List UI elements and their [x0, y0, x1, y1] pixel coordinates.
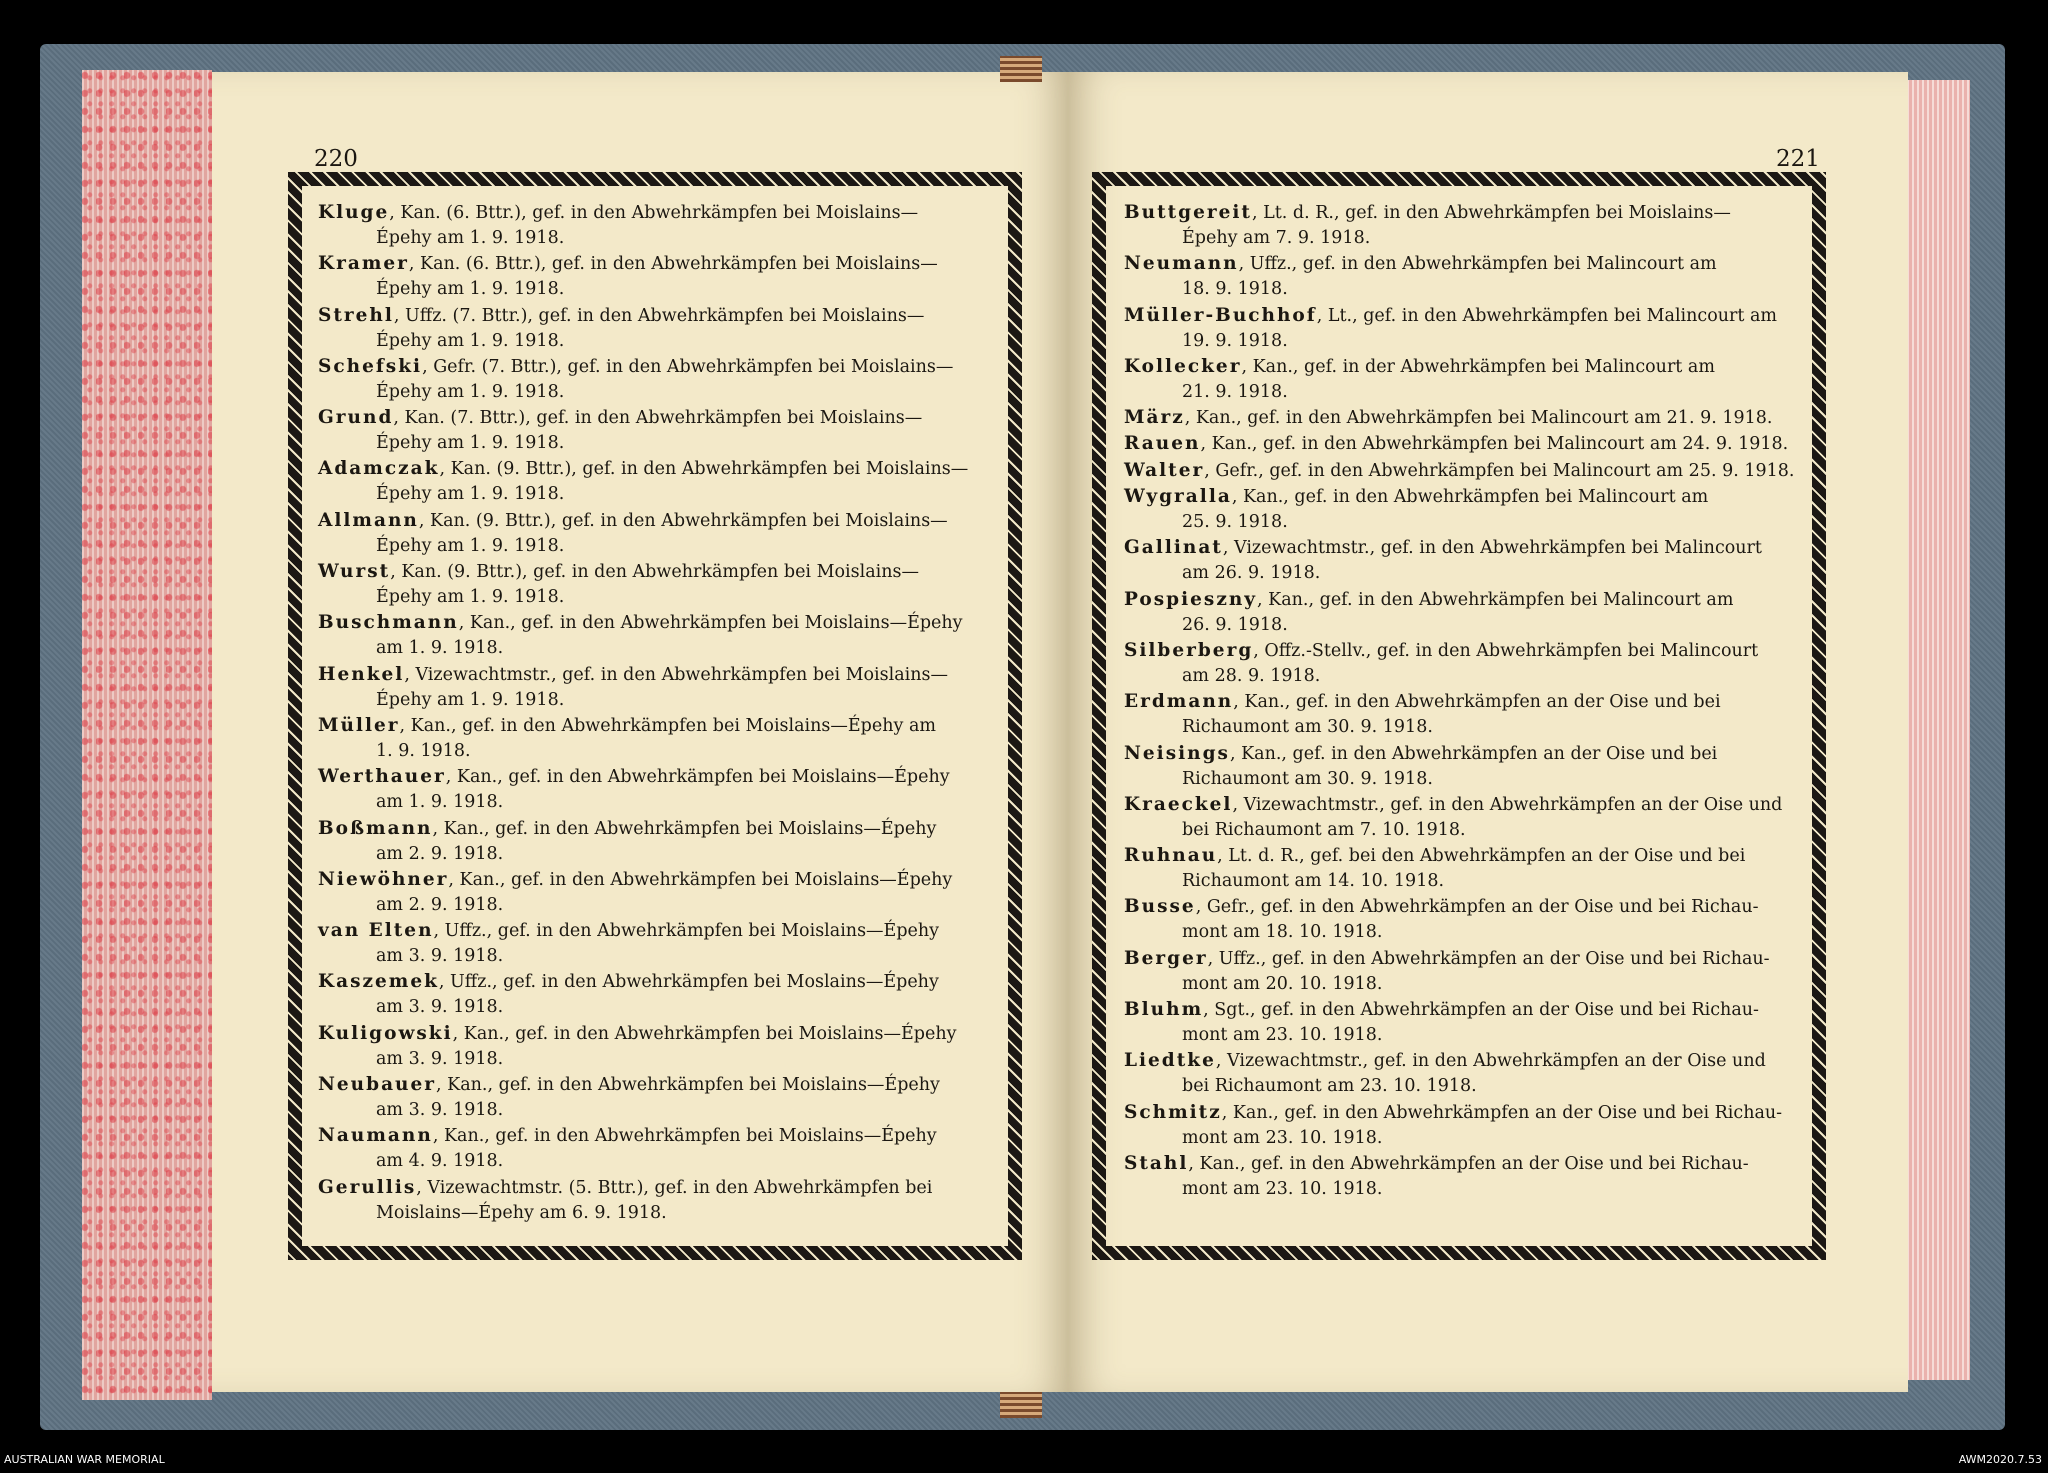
casualty-entry [318, 1072, 1002, 1123]
casualty-list-right [1124, 200, 1814, 1202]
casualty-entry [1124, 458, 1814, 484]
casualty-details-continued: Épehy am 1. 9. 1918. [376, 381, 565, 402]
footer-institution: AUSTRALIAN WAR MEMORIAL [4, 1453, 165, 1466]
casualty-details: , Uffz., gef. in den Abwehrkämpfen an der Oise und bei Richau- [1207, 948, 1770, 969]
casualty-entry [318, 610, 1002, 661]
casualty-details-continued: mont am 23. 10. 1918. [1182, 1127, 1383, 1148]
casualty-name: Pospieszny [1124, 588, 1258, 610]
casualty-name: Grund [318, 407, 394, 429]
casualty-name: Stahl [1124, 1152, 1189, 1174]
casualty-entry [318, 662, 1002, 713]
casualty-entry [318, 456, 1002, 507]
casualty-name: Walter [1124, 459, 1205, 481]
casualty-name: Gerullis [318, 1176, 417, 1198]
casualty-details: , Kan., gef. in den Abwehrkämpfen bei Moislains—Épehy [445, 767, 950, 788]
casualty-entry [1124, 200, 1814, 251]
casualty-entry [1124, 1151, 1814, 1202]
casualty-name: Neubauer [318, 1074, 437, 1096]
casualty-name: Allmann [318, 509, 419, 531]
casualty-details: , Uffz., gef. in den Abwehrkämpfen bei Moislains—Épehy [433, 921, 940, 942]
casualty-name: Niewöhner [318, 868, 449, 890]
casualty-list-left [318, 200, 1002, 1226]
casualty-details: , Kan., gef. in den Abwehrkämpfen an der Oise und bei Richau- [1188, 1153, 1749, 1174]
casualty-details-continued: 18. 9. 1918. [1182, 279, 1288, 300]
casualty-details-continued: 19. 9. 1918. [1182, 330, 1288, 351]
casualty-entry [318, 354, 1002, 405]
casualty-details-continued: am 3. 9. 1918. [376, 1048, 504, 1069]
casualty-details: , Kan., gef. in den Abwehrkämpfen an der Oise und bei [1229, 743, 1718, 764]
casualty-name: Busse [1124, 896, 1196, 918]
casualty-name: Wurst [318, 561, 391, 583]
casualty-details-continued: 26. 9. 1918. [1182, 614, 1288, 635]
spine-binding-bottom [1000, 1392, 1042, 1418]
casualty-details-continued: mont am 20. 10. 1918. [1182, 973, 1383, 994]
casualty-details: , Vizewachtmstr. (5. Bttr.), gef. in den Abwehrkämpfen bei [416, 1177, 933, 1198]
casualty-name: Neumann [1124, 253, 1239, 275]
casualty-entry [318, 1123, 1002, 1174]
casualty-details-continued: Richaumont am 14. 10. 1918. [1182, 871, 1445, 892]
casualty-entry [1124, 303, 1814, 354]
casualty-entry [318, 303, 1002, 354]
casualty-entry [1124, 1100, 1814, 1151]
casualty-entry [1124, 587, 1814, 638]
casualty-entry [1124, 946, 1814, 997]
casualty-name: März [1124, 407, 1185, 429]
casualty-entry [1124, 484, 1814, 535]
casualty-details-continued: Épehy am 1. 9. 1918. [376, 689, 565, 710]
casualty-details-continued: am 3. 9. 1918. [376, 997, 504, 1018]
casualty-details-continued: am 1. 9. 1918. [376, 638, 504, 659]
casualty-details: , Kan., gef. in den Abwehrkämpfen bei Moislains—Épehy [458, 613, 963, 634]
casualty-name: Kraeckel [1124, 793, 1233, 815]
casualty-entry [1124, 535, 1814, 586]
casualty-name: Kollecker [1124, 355, 1242, 377]
casualty-details: , Kan., gef. in den Abwehrkämpfen bei Moislains—Épehy am [399, 715, 936, 736]
casualty-entry [318, 508, 1002, 559]
casualty-details: , Sgt., gef. in den Abwehrkämpfen an der Oise und bei Richau- [1203, 1000, 1759, 1021]
casualty-details-continued: Épehy am 7. 9. 1918. [1182, 228, 1371, 248]
casualty-name: Schmitz [1124, 1101, 1222, 1123]
page-number-left: 220 [314, 146, 358, 172]
casualty-details: , Kan., gef. in den Abwehrkämpfen bei Malincourt am 21. 9. 1918. [1184, 408, 1773, 429]
casualty-details-continued: 1. 9. 1918. [376, 740, 471, 761]
casualty-entry [1124, 894, 1814, 945]
casualty-details-continued: Moislains—Épehy am 6. 9. 1918. [376, 1202, 667, 1223]
casualty-name: Silberberg [1124, 639, 1254, 661]
casualty-details-continued: am 1. 9. 1918. [376, 792, 504, 813]
casualty-details-continued: Épehy am 1. 9. 1918. [376, 433, 565, 454]
casualty-details-continued: Épehy am 1. 9. 1918. [376, 535, 565, 556]
casualty-entry [318, 405, 1002, 456]
casualty-details: , Kan. (9. Bttr.), gef. in den Abwehrkämpfen bei Moislains— [390, 562, 919, 583]
casualty-name: Kluge [318, 202, 390, 223]
casualty-details-continued: bei Richaumont am 23. 10. 1918. [1182, 1076, 1477, 1097]
casualty-details: , Uffz. (7. Bttr.), gef. in den Abwehrkämpfen bei Moislains— [393, 305, 925, 326]
casualty-entry [1124, 741, 1814, 792]
casualty-details-continued: am 26. 9. 1918. [1182, 563, 1321, 584]
casualty-name: Müller-Buchhof [1124, 304, 1317, 326]
casualty-name: Adamczak [318, 458, 440, 480]
casualty-details-continued: am 3. 9. 1918. [376, 1100, 504, 1121]
casualty-name: Liedtke [1124, 1050, 1216, 1072]
casualty-details: , Kan., gef. in den Abwehrkämpfen bei Moislains—Épehy [452, 1023, 957, 1044]
casualty-entry [318, 764, 1002, 815]
casualty-name: Erdmann [1124, 691, 1234, 713]
casualty-details-continued: bei Richaumont am 7. 10. 1918. [1182, 819, 1466, 840]
casualty-details: , Kan., gef. in den Abwehrkämpfen bei Malincourt am [1231, 487, 1709, 508]
casualty-details: , Lt., gef. in den Abwehrkämpfen bei Malincourt am [1316, 305, 1778, 326]
casualty-name: Bluhm [1124, 999, 1204, 1021]
casualty-name: Kramer [318, 253, 409, 275]
casualty-details: , Kan., gef. in den Abwehrkämpfen bei Moislains—Épehy [432, 1126, 937, 1147]
casualty-entry [318, 969, 1002, 1020]
casualty-details: , Lt. d. R., gef. in den Abwehrkämpfen bei Moislains— [1251, 203, 1731, 223]
casualty-details-continued: Épehy am 1. 9. 1918. [376, 484, 565, 505]
casualty-details-continued: Épehy am 1. 9. 1918. [376, 279, 565, 300]
casualty-details: , Kan., gef. in den Abwehrkämpfen bei Moislains—Épehy [448, 869, 953, 890]
casualty-details: , Offz.-Stellv., gef. in den Abwehrkämpfen bei Malincourt [1253, 640, 1759, 661]
casualty-name: Ruhnau [1124, 845, 1218, 867]
casualty-details: , Uffz., gef. in den Abwehrkämpfen bei Malincourt am [1238, 254, 1717, 275]
casualty-details: , Kan., gef. in den Abwehrkämpfen bei Malincourt am 24. 9. 1918. [1200, 434, 1789, 455]
casualty-name: Schefski [318, 355, 423, 377]
casualty-details-continued: am 3. 9. 1918. [376, 946, 504, 967]
casualty-details: , Vizewachtmstr., gef. in den Abwehrkämpfen bei Moislains— [404, 664, 949, 685]
casualty-entry [1124, 405, 1814, 431]
casualty-details: , Kan., gef. in den Abwehrkämpfen an der Oise und bei Richau- [1221, 1102, 1783, 1123]
casualty-entry [1124, 1048, 1814, 1099]
casualty-details: , Gefr., gef. in den Abwehrkämpfen an der Oise und bei Richau- [1195, 897, 1759, 918]
casualty-entry [318, 713, 1002, 764]
footer-catalogue-number: AWM2020.7.53 [1958, 1453, 2042, 1466]
casualty-name: Boßmann [318, 817, 433, 839]
casualty-entry [1124, 251, 1814, 302]
casualty-details: , Kan. (6. Bttr.), gef. in den Abwehrkämpfen bei Moislains— [389, 203, 919, 223]
spine-binding-top [1000, 56, 1042, 82]
casualty-details: , Lt. d. R., gef. bei den Abwehrkämpfen an der Oise und bei [1217, 846, 1746, 867]
casualty-details-continued: 21. 9. 1918. [1182, 381, 1288, 402]
casualty-entry [318, 816, 1002, 867]
casualty-details: , Uffz., gef. in den Abwehrkämpfen bei Moslains—Épehy [438, 972, 939, 993]
casualty-details-continued: am 28. 9. 1918. [1182, 665, 1321, 686]
casualty-details: , Kan. (9. Bttr.), gef. in den Abwehrkämpfen bei Moislains— [439, 459, 969, 480]
casualty-details: , Kan., gef. in den Abwehrkämpfen an der Oise und bei [1233, 692, 1721, 713]
casualty-details: , Vizewachtmstr., gef. in den Abwehrkämpfen an der Oise und [1215, 1051, 1766, 1072]
casualty-name: Müller [318, 714, 400, 736]
casualty-entry [1124, 792, 1814, 843]
casualty-entry [1124, 431, 1814, 457]
casualty-details-continued: Épehy am 1. 9. 1918. [376, 330, 565, 351]
casualty-entry [1124, 689, 1814, 740]
casualty-name: Berger [1124, 947, 1208, 969]
casualty-details-continued: am 2. 9. 1918. [376, 843, 504, 864]
casualty-name: Kuligowski [318, 1022, 453, 1044]
casualty-details-continued: am 2. 9. 1918. [376, 894, 504, 915]
casualty-entry [318, 251, 1002, 302]
casualty-details-continued: Épehy am 1. 9. 1918. [376, 587, 565, 608]
casualty-details-continued: Richaumont am 30. 9. 1918. [1182, 717, 1433, 738]
casualty-entry [1124, 638, 1814, 689]
casualty-entry [1124, 997, 1814, 1048]
casualty-entry [318, 559, 1002, 610]
casualty-name: Wygralla [1124, 486, 1232, 508]
page-edges-left [82, 70, 212, 1400]
casualty-name: Buttgereit [1124, 202, 1252, 223]
casualty-details: , Kan., gef. in den Abwehrkämpfen bei Moislains—Épehy [436, 1075, 940, 1096]
casualty-entry [318, 1175, 1002, 1226]
casualty-name: Gallinat [1124, 537, 1223, 559]
casualty-details: , Kan. (7. Bttr.), gef. in den Abwehrkämpfen bei Moislains— [393, 408, 923, 429]
casualty-details: , Vizewachtmstr., gef. in den Abwehrkämpfen an der Oise und [1232, 794, 1783, 815]
casualty-name: Neisings [1124, 742, 1230, 764]
casualty-entry [318, 918, 1002, 969]
casualty-details-continued: Épehy am 1. 9. 1918. [376, 228, 565, 248]
casualty-details: , Gefr. (7. Bttr.), gef. in den Abwehrkämpfen bei Moislains— [422, 356, 954, 377]
casualty-name: Kaszemek [318, 971, 439, 993]
casualty-entry [1124, 354, 1814, 405]
casualty-entry [1124, 843, 1814, 894]
casualty-details: , Kan. (9. Bttr.), gef. in den Abwehrkämpfen bei Moislains— [418, 510, 948, 531]
casualty-entry [318, 867, 1002, 918]
casualty-name: Buschmann [318, 612, 459, 634]
casualty-details: , Kan., gef. in den Abwehrkämpfen bei Malincourt am [1257, 589, 1734, 610]
casualty-name: Werthauer [318, 766, 446, 788]
casualty-details-continued: mont am 23. 10. 1918. [1182, 1025, 1383, 1046]
casualty-details-continued: Richaumont am 30. 9. 1918. [1182, 768, 1433, 789]
casualty-name: Henkel [318, 663, 405, 685]
casualty-details-continued: mont am 18. 10. 1918. [1182, 922, 1383, 943]
page-number-right: 221 [1776, 146, 1820, 172]
casualty-details: , Kan., gef. in den Abwehrkämpfen bei Moislains—Épehy [432, 818, 937, 839]
page-edges-right [1902, 80, 1970, 1380]
casualty-details: , Vizewachtmstr., gef. in den Abwehrkämpfen bei Malincourt [1222, 538, 1762, 559]
casualty-details: , Gefr., gef. in den Abwehrkämpfen bei Malincourt am 25. 9. 1918. [1204, 460, 1795, 481]
casualty-name: Naumann [318, 1125, 433, 1147]
casualty-details: , Kan. (6. Bttr.), gef. in den Abwehrkämpfen bei Moislains— [408, 254, 938, 275]
casualty-details-continued: 25. 9. 1918. [1182, 512, 1288, 533]
casualty-details: , Kan., gef. in der Abwehrkämpfen bei Malincourt am [1241, 356, 1715, 377]
casualty-name: van Elten [318, 920, 434, 942]
casualty-entry [318, 200, 1002, 251]
casualty-name: Strehl [318, 304, 394, 326]
casualty-entry [318, 1021, 1002, 1072]
casualty-name: Rauen [1124, 433, 1201, 455]
casualty-details-continued: am 4. 9. 1918. [376, 1151, 504, 1172]
casualty-details-continued: mont am 23. 10. 1918. [1182, 1178, 1383, 1199]
